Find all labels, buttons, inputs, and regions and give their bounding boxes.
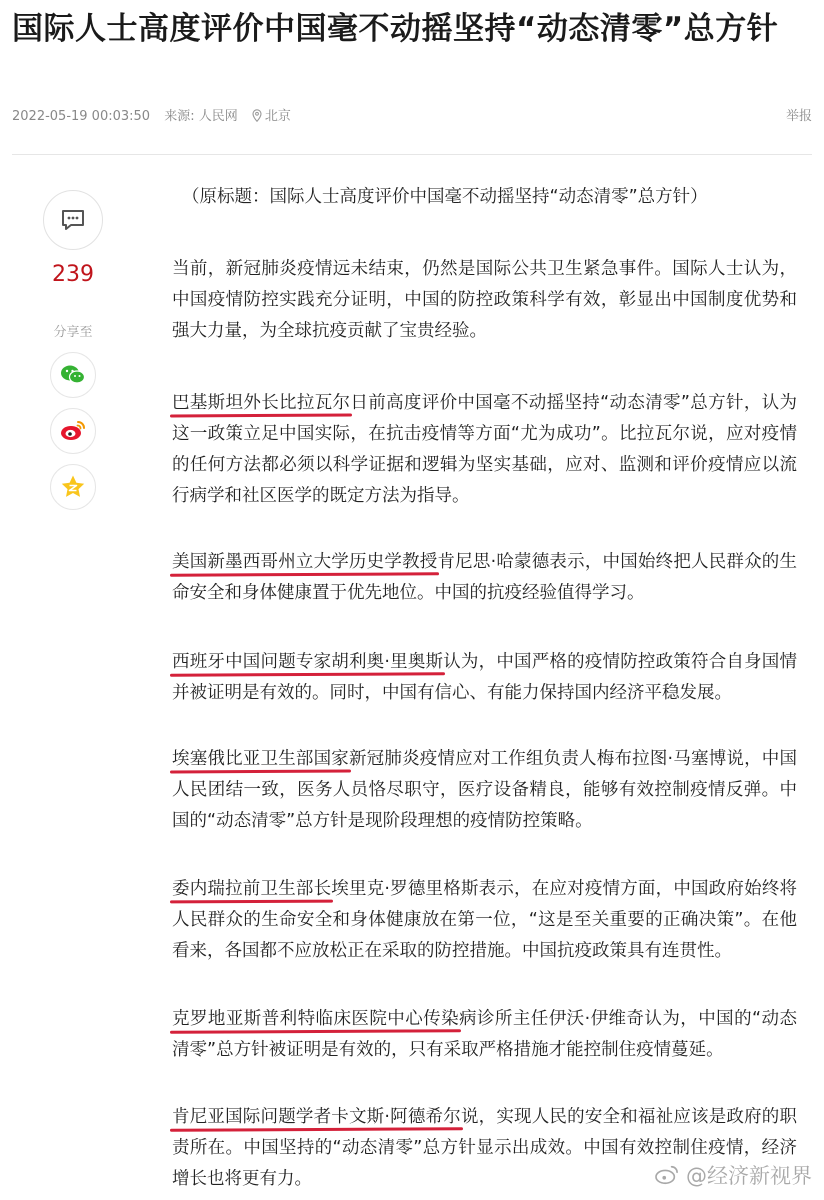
paragraph-text: 认为，中国严格的疫情防控政策符合自身国情并被证明是有效的。同时，中国有信心、有能力保持国内经济平稳发展。 [172, 652, 797, 703]
paragraph-pakistan [172, 388, 797, 512]
comment-icon [60, 208, 86, 232]
highlighted-name: 委内瑞拉前卫生部长 [172, 879, 332, 899]
original-title: （原标题：国际人士高度评价中国毫不动摇坚持“动态清零”总方针） [182, 187, 708, 207]
paragraph-usa [172, 547, 797, 609]
publish-datetime: 2022-05-19 00:03:50 [12, 109, 151, 124]
location-pin-icon [252, 109, 262, 122]
share-wechat-button[interactable] [50, 352, 96, 398]
weibo-logo-icon [654, 1164, 680, 1186]
paragraph-text: 说，实现人民的安全和福祉应该是政府的职责所在。中国坚持的“动态清零”总方针显示出成效。中国有效控制住疫情，经济增长也将更有力。 [172, 1107, 798, 1189]
paragraph-text: 日前高度评价中国毫不动摇坚持“动态清零”总方针，认为这一政策立足中国实际，在抗击疫情等方面“尤为成功”。比拉瓦尔说，应对疫情的任何方法都必须以科学证据和逻辑为坚实基础，应对、监测和评价疫情应以流行病学和社区医学的既定方法为指导。 [172, 393, 797, 506]
paragraph-spain [172, 647, 797, 709]
paragraph-text: 肯尼思·哈蒙德表示，中国始终把人民群众的生命安全和身体健康置于优先地位。中国的抗疫经验值得学习。 [172, 552, 798, 603]
share-label: 分享至 [53, 325, 93, 340]
paragraph-text: 埃里克·罗德里格斯表示，在应对疫情方面，中国政府始终将人民群众的生命安全和身体健康放在第一位，“这是至关重要的正确决策”。在他看来，各国都不应放松正在采取的防控措施。中国抗疫政策具有连贯性。 [172, 879, 798, 961]
highlighted-name: 肯尼亚国际问题学者卡文斯·阿德希尔 [172, 1107, 461, 1127]
paragraph-ethiopia [172, 744, 797, 837]
wechat-icon [59, 363, 87, 387]
weibo-icon [59, 419, 87, 443]
article-meta [12, 106, 812, 128]
share-sidebar [42, 190, 104, 510]
paragraph-text: 新冠肺炎疫情应对工作组负责人梅布拉图·马塞博说，中国人民团结一致，医务人员恪尽职守，医疗设备精良，能够有效控制疫情反弹。中国的“动态清零”总方针是现阶段理想的疫情防控策略。 [172, 749, 798, 831]
comment-count[interactable]: 239 [52, 262, 94, 287]
highlighted-name: 西班牙中国问题专家胡利奥·里奥斯 [172, 652, 444, 672]
location-label: 北京 [264, 109, 291, 124]
share-weibo-button[interactable] [50, 408, 96, 454]
highlighted-name: 美国新墨西哥州立大学历史学教授 [172, 552, 438, 572]
share-qzone-button[interactable] [50, 464, 96, 510]
paragraph-text: 病诊所主任伊沃·伊维奇认为，中国的“动态清零”总方针被证明是有效的，只有采取严格措施才能控制住疫情蔓延。 [172, 1009, 797, 1060]
header-divider [12, 154, 812, 155]
paragraph-intro: 当前，新冠肺炎疫情远未结束，仍然是国际公共卫生紧急事件。国际人士认为，中国疫情防控实践充分证明，中国的防控政策科学有效，彰显出中国制度优势和强大力量，为全球抗疫贡献了宝贵经验。 [172, 259, 797, 341]
comment-button[interactable] [43, 190, 103, 250]
weibo-watermark [654, 1160, 812, 1190]
location [252, 109, 301, 124]
qzone-star-icon [60, 474, 86, 500]
paragraph-venezuela [172, 874, 797, 967]
highlighted-name: 巴基斯坦外长比拉瓦尔 [172, 393, 351, 413]
watermark-text: @经济新视界 [686, 1164, 812, 1188]
article-title: 国际人士高度评价中国毫不动摇坚持“动态清零”总方针 [12, 11, 779, 47]
report-link[interactable]: 举报 [785, 109, 812, 124]
highlighted-name: 克罗地亚斯普利特临床医院中心传染 [172, 1009, 460, 1029]
paragraph-croatia [172, 1004, 797, 1066]
highlighted-name: 埃塞俄比亚卫生部国家 [172, 749, 349, 769]
article-source: 来源: 人民网 [164, 109, 238, 124]
